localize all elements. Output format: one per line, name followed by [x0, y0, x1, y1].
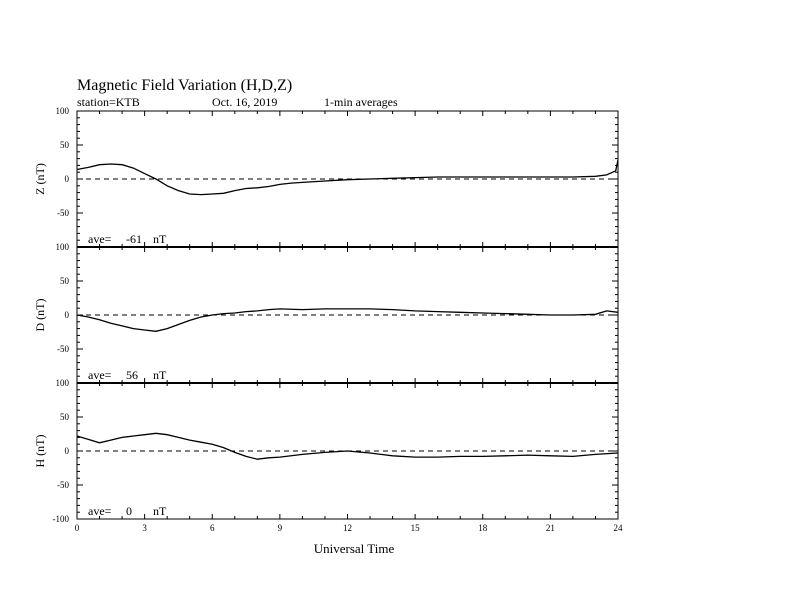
averaging-label: 1-min averages [324, 95, 398, 109]
x-axis-title: Universal Time [313, 541, 395, 556]
y-tick-label: 0 [64, 310, 69, 320]
y-tick-label: -100 [52, 514, 69, 524]
x-axis [75, 523, 623, 533]
y-tick-label: 100 [55, 242, 69, 252]
ave-label: ave= [88, 368, 112, 382]
ave-unit: nT [153, 504, 167, 518]
ave-label: ave= [88, 232, 112, 246]
ave-value: -61 [126, 232, 142, 246]
x-tick-label: 6 [210, 523, 215, 533]
x-tick-label: 0 [74, 523, 80, 533]
y-tick-label: 0 [64, 446, 69, 456]
y-axis-label: Z (nT) [33, 163, 47, 195]
x-tick-label: 3 [142, 523, 147, 533]
y-tick-label: 50 [60, 412, 69, 422]
y-axis-label: H (nT) [33, 434, 47, 468]
panels-group [33, 106, 618, 524]
date-label: Oct. 16, 2019 [212, 95, 278, 109]
x-tick-label: 9 [277, 523, 283, 533]
x-tick-label: 15 [410, 523, 420, 533]
x-tick-label: 24 [613, 523, 623, 533]
y-axis-label: D (nT) [33, 298, 47, 332]
y-tick-label: -50 [57, 344, 69, 354]
y-tick-label: -50 [57, 208, 69, 218]
x-tick-label: 21 [545, 523, 555, 533]
y-tick-label: -50 [57, 480, 69, 490]
y-tick-label: 50 [60, 276, 69, 286]
ave-value: 56 [126, 368, 138, 382]
y-tick-label: 50 [60, 140, 69, 150]
ave-label: ave= [88, 504, 112, 518]
y-tick-label: 100 [55, 378, 69, 388]
y-tick-label: 0 [64, 174, 69, 184]
x-tick-label: 12 [343, 523, 352, 533]
series-line [77, 433, 618, 459]
ave-unit: nT [153, 232, 167, 246]
ave-unit: nT [153, 368, 167, 382]
series-line [77, 309, 618, 331]
x-tick-label: 18 [478, 523, 488, 533]
y-tick-label: 100 [55, 106, 69, 116]
series-line [77, 160, 618, 195]
station-label: station=KTB [77, 95, 140, 109]
chart-title: Magnetic Field Variation (H,D,Z) [77, 77, 293, 94]
ave-value: 0 [126, 504, 132, 518]
